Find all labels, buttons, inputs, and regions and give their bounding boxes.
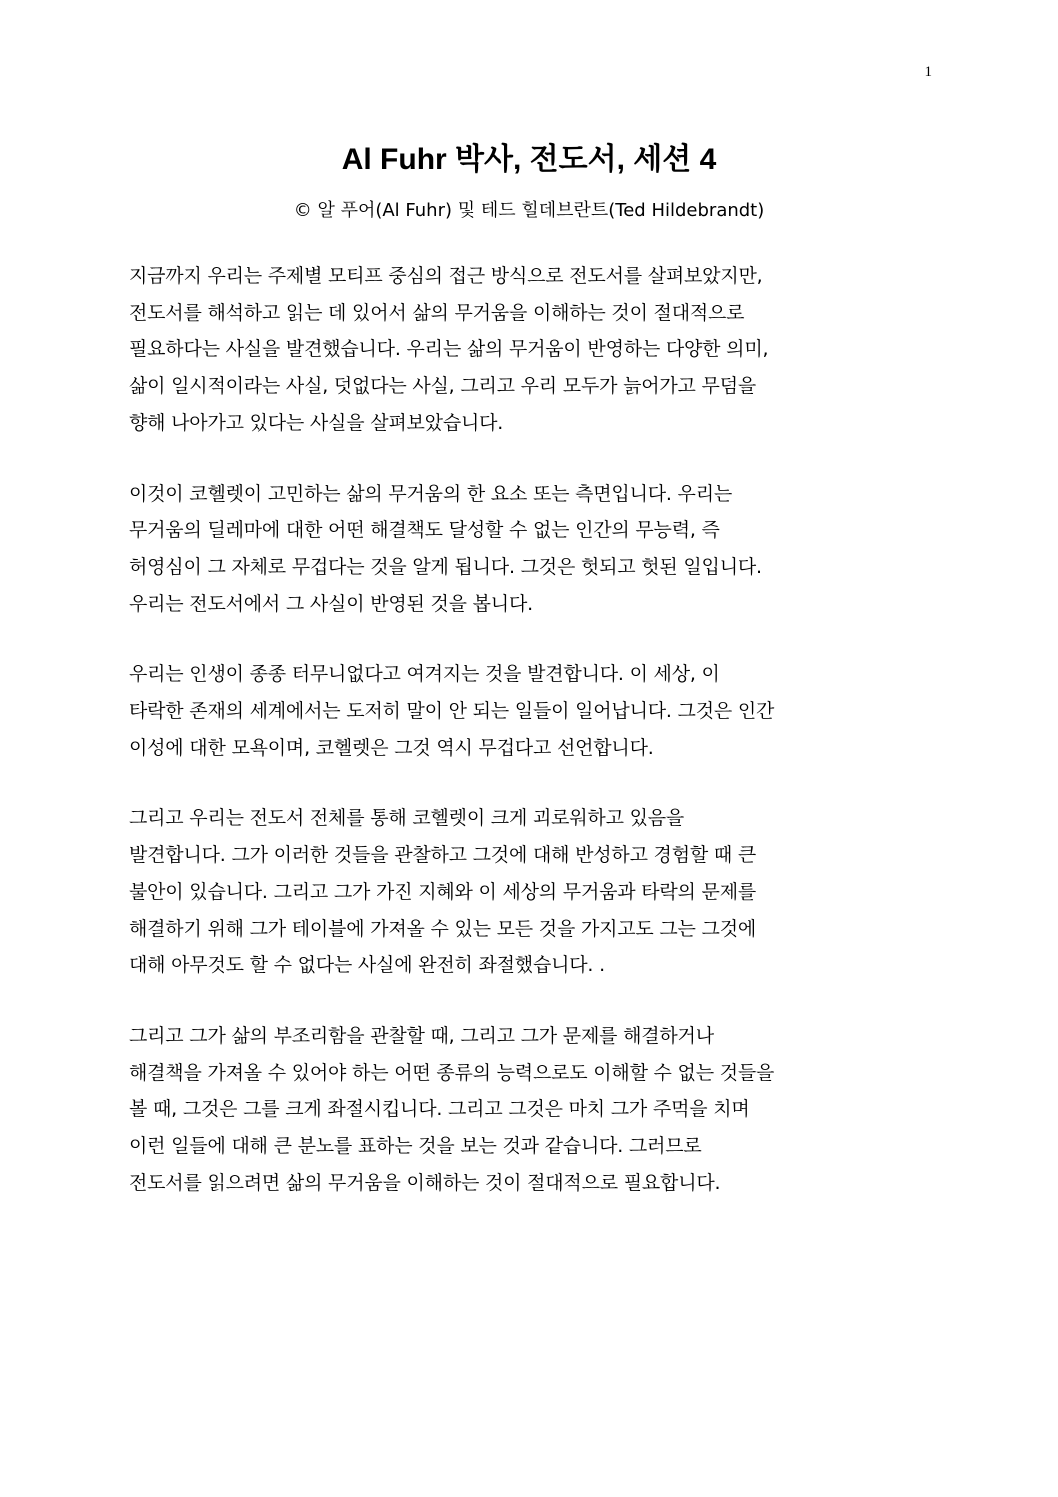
paragraph <box>129 656 929 766</box>
paragraph <box>129 258 929 442</box>
text-line: 불안이 있습니다. 그리고 그가 가진 지혜와 이 세상의 무거움과 타락의 문제를 <box>129 880 757 903</box>
text-line: 해결하기 위해 그가 테이블에 가져올 수 있는 모든 것을 가지고도 그는 그것에 <box>129 917 757 940</box>
text-line: 삶이 일시적이라는 사실, 덧없다는 사실, 그리고 우리 모두가 늙어가고 무덤을 <box>129 375 757 398</box>
text-line: 볼 때, 그것은 그를 크게 좌절시킵니다. 그리고 그것은 마치 그가 주먹을 치며 <box>129 1098 750 1121</box>
text-line: 이성에 대한 모욕이며, 코헬렛은 그것 역시 무겁다고 선언합니다. <box>129 736 654 759</box>
text-line: 필요하다는 사실을 발견했습니다. 우리는 삶의 무거움이 반영하는 다양한 의미, <box>129 338 769 361</box>
text-line: 지금까지 우리는 주제별 모티프 중심의 접근 방식으로 전도서를 살펴보았지만, <box>129 265 763 287</box>
text-line: 우리는 전도서에서 그 사실이 반영된 것을 봅니다. <box>129 592 533 615</box>
text-line: 전도서를 읽으려면 삶의 무거움을 이해하는 것이 절대적으로 필요합니다. <box>129 1171 721 1194</box>
text-line: 발견합니다. 그가 이러한 것들을 관찰하고 그것에 대해 반성하고 경험할 때 큰 <box>129 844 757 867</box>
text-line: 전도서를 해석하고 읽는 데 있어서 삶의 무거움을 이해하는 것이 절대적으로 <box>129 301 745 324</box>
text-line: 해결책을 가져올 수 있어야 하는 어떤 종류의 능력으로도 이해할 수 없는 것들을 <box>129 1061 775 1084</box>
paragraph <box>129 800 929 984</box>
text-line: 무거움의 딜레마에 대한 어떤 해결책도 달성할 수 없는 인간의 무능력, 즉 <box>129 519 720 542</box>
text-line: 그리고 그가 삶의 부조리함을 관찰할 때, 그리고 그가 문제를 해결하거나 <box>129 1024 714 1047</box>
text-line: 이런 일들에 대해 큰 분노를 표하는 것을 보는 것과 같습니다. 그러므로 <box>129 1135 702 1158</box>
paragraph <box>129 1018 929 1202</box>
text-line: 그리고 우리는 전도서 전체를 통해 코헬렛이 크게 괴로워하고 있음을 <box>129 807 685 830</box>
text-line: 이것이 코헬렛이 고민하는 삶의 무거움의 한 요소 또는 측면입니다. 우리는 <box>129 482 733 505</box>
page-number: 1 <box>924 64 932 80</box>
text-line: 우리는 인생이 종종 터무니없다고 여겨지는 것을 발견합니다. 이 세상, 이 <box>129 663 720 686</box>
text-line: 대해 아무것도 할 수 없다는 사실에 완전히 좌절했습니다. . <box>129 954 605 977</box>
document-body <box>129 258 929 1235</box>
copyright-line: © 알 푸어(Al Fuhr) 및 테드 힐데브란트(Ted Hildebrandt) <box>293 200 765 221</box>
paragraph <box>129 476 929 623</box>
text-line: 향해 나아가고 있다는 사실을 살펴보았습니다. <box>129 411 504 434</box>
text-line: 타락한 존재의 세계에서는 도저히 말이 안 되는 일들이 일어납니다. 그것은 인간 <box>129 700 775 723</box>
document-title: Al Fuhr 박사, 전도서, 세션 4 <box>341 143 717 176</box>
text-line: 허영심이 그 자체로 무겁다는 것을 알게 됩니다. 그것은 헛되고 헛된 일입니다. <box>129 555 762 578</box>
